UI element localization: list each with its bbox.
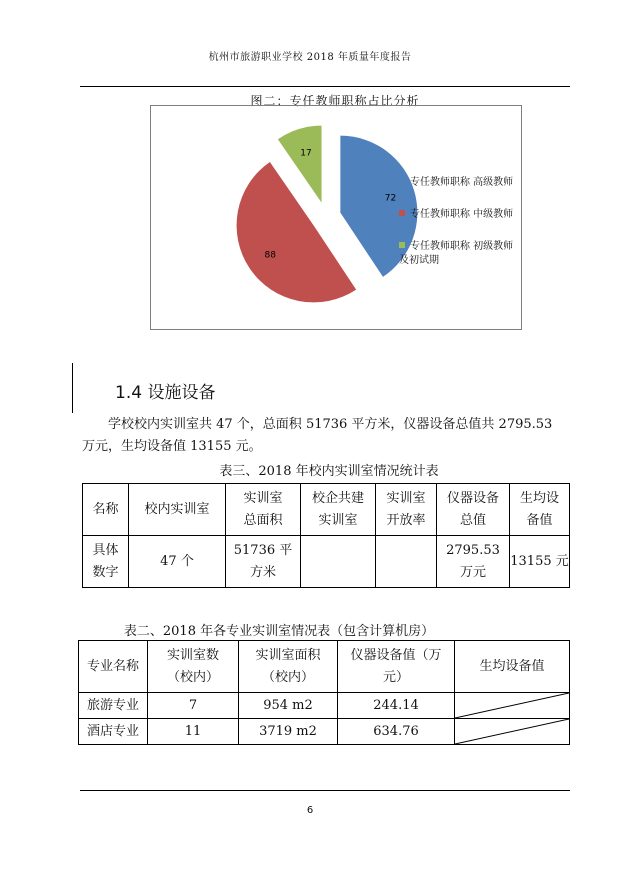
chart-legend: [399, 176, 519, 286]
table-row: [83, 536, 570, 588]
table-cell: 47 个: [129, 536, 226, 588]
table-cell-diagonal: [455, 719, 570, 745]
table-header-cell: 专业名称: [79, 641, 148, 693]
legend-label: 专任教师职称 中级教师: [410, 209, 514, 220]
pie-chart-frame: [150, 105, 522, 330]
legend-entry: [399, 208, 519, 222]
page-header: 杭州市旅游职业学校 2018 年质量年度报告: [208, 52, 412, 63]
section-title: 1.4 设施设备: [115, 383, 216, 403]
paragraph-text-2: 万元，生均设备值 13155 元。: [82, 439, 262, 454]
table-cell: 2795.53 万元: [437, 536, 510, 588]
header-rule: [80, 86, 570, 87]
table-cell: 旅游专业: [79, 693, 148, 719]
pie-data-label: 88: [264, 250, 276, 261]
table-header-cell: 实训室数 （校内）: [148, 641, 239, 693]
legend-swatch: [399, 210, 405, 216]
table3: [82, 483, 570, 588]
legend-label: 专任教师职称 高级教师: [410, 177, 514, 188]
diagonal-line: [455, 719, 569, 744]
table-row: [83, 484, 570, 536]
pie-data-label: 72: [384, 193, 397, 204]
table-header-cell: 校内实训室: [129, 484, 226, 536]
table-header-cell: 实训室面积 （校内）: [239, 641, 338, 693]
table3-caption: 表三、2018 年校内实训室情况统计表: [219, 464, 439, 479]
figure-title: 图二：专任教师职称占比分析: [250, 94, 420, 108]
paragraph-text-1: 学校校内实训室共 47 个，总面积 51736 平方米，仪器设备总值共 2795.53: [108, 417, 553, 432]
table2: [78, 640, 570, 745]
table-header-cell: 仪器设备值（万 元）: [338, 641, 455, 693]
table-header-cell: 校企共建 实训室: [301, 484, 376, 536]
pie-data-label: 17: [300, 148, 312, 159]
table-header-cell: 名称: [83, 484, 129, 536]
legend-entry: [399, 240, 519, 268]
table-header-cell: 仪器设备 总值: [437, 484, 510, 536]
legend-swatch: [399, 242, 405, 248]
table-cell: 634.76: [338, 719, 455, 745]
table-cell: 7: [148, 693, 239, 719]
diagonal-line: [455, 693, 569, 718]
table-cell: 51736 平 方米: [226, 536, 301, 588]
table-cell-diagonal: [455, 693, 570, 719]
pie-slice: [237, 162, 357, 302]
footer-rule: [80, 790, 570, 791]
table-cell: 3719 m2: [239, 719, 338, 745]
table-cell: 具体 数字: [83, 536, 129, 588]
paragraph-line-1: [82, 414, 577, 436]
table-row: [79, 693, 570, 719]
paragraph-line-2: [82, 436, 577, 458]
page-number: 6: [306, 805, 314, 816]
legend-entry: [399, 176, 519, 190]
table-row: [79, 719, 570, 745]
table-row: [79, 641, 570, 693]
table2-caption: 表二、2018 年各专业实训室情况表（包含计算机房）: [123, 624, 435, 639]
legend-swatch: [399, 178, 405, 184]
table-cell: 954 m2: [239, 693, 338, 719]
legend-label: 专任教师职称 初级教师: [410, 241, 514, 252]
table-header-cell: 实训室 开放率: [376, 484, 437, 536]
table-cell: 244.14: [338, 693, 455, 719]
table-header-cell: 生均设 备值: [510, 484, 570, 536]
table-cell: 13155 元: [510, 536, 570, 588]
legend-label: 及初试期: [399, 255, 439, 266]
table-cell: [376, 536, 437, 588]
table-cell: 11: [148, 719, 239, 745]
table-cell: 酒店专业: [79, 719, 148, 745]
table-header-cell: 生均设备值: [455, 641, 570, 693]
section-marker: [72, 363, 73, 413]
table-header-cell: 实训室 总面积: [226, 484, 301, 536]
table-cell: [301, 536, 376, 588]
